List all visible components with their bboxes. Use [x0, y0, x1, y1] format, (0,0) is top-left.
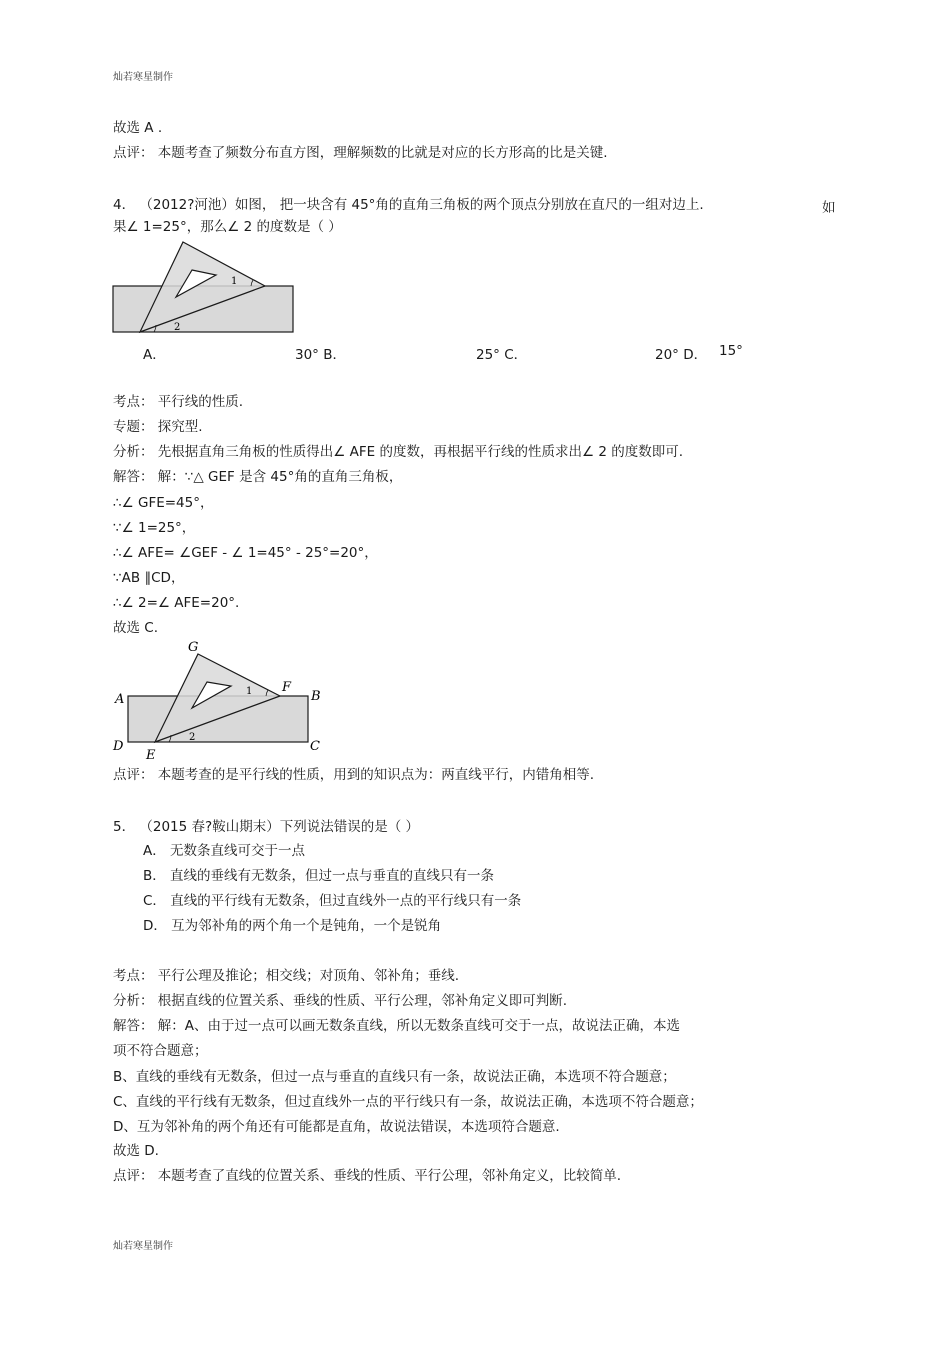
q4-step-3: ∴∠ AFE= ∠GEF - ∠ 1=45° - 25°=20°，	[113, 545, 378, 561]
q5-d-line: D、互为邻补角的两个角还有可能都是直角，故说法错误，本选项符合题意.	[113, 1119, 560, 1135]
vertex-b-label: B	[311, 689, 321, 704]
vertex-c-label: C	[310, 739, 320, 754]
q4-step-4: ∵AB ∥CD，	[113, 570, 185, 586]
vertex-f-label: F	[282, 680, 292, 695]
page-footer: 灿若寒星制作	[113, 1241, 173, 1252]
q4-stem-line2: 果∠ 1=25°，那么∠ 2 的度数是（ ）	[113, 219, 342, 235]
q3-choice: 故选 A .	[113, 120, 163, 136]
q4-option-b-value: 25° C．	[476, 347, 528, 363]
angle-2-label-labeled: 2	[189, 732, 196, 743]
q5-jieda-line1: 解答： 解：A、由于过一点可以画无数条直线，所以无数条直线可交于一点，故说法正确，本选	[113, 1018, 681, 1034]
q4-jieda: 解答： 解：∵△ GEF 是含 45°角的直角三角板，	[113, 469, 403, 485]
q4-option-d-value: 15°	[719, 343, 743, 359]
q4-choice: 故选 C.	[113, 620, 159, 636]
angle-2-label: 2	[174, 322, 181, 333]
q4-option-a: A．	[143, 347, 166, 363]
q4-figure-ruler	[110, 240, 300, 336]
q4-option-a-value: 30° B．	[295, 347, 346, 363]
angle-1-label: 1	[231, 276, 238, 287]
q4-option-c-value: 20° D．	[655, 347, 708, 363]
q5-option-d: D． 互为邻补角的两个角一个是钝角，一个是锐角	[143, 918, 442, 934]
vertex-e-label: E	[146, 748, 156, 763]
q4-kaodian: 考点： 平行线的性质.	[113, 394, 244, 410]
q5-c-line: C、直线的平行线有无数条，但过直线外一点的平行线只有一条，故说法正确，本选项不符合题意；	[113, 1094, 703, 1110]
q3-comment: 点评： 本题考查了频数分布直方图，理解频数的比就是对应的长方形高的比是关键.	[113, 145, 608, 161]
q5-option-b: B． 直线的垂线有无数条，但过一点与垂直的直线只有一条	[143, 868, 495, 884]
q4-comment: 点评： 本题考查的是平行线的性质，用到的知识点为：两直线平行，内错角相等.	[113, 767, 595, 783]
q5-option-c: C． 直线的平行线有无数条，但过直线外一点的平行线只有一条	[143, 893, 522, 909]
page-header: 灿若寒星制作	[113, 72, 173, 83]
q4-fenxi: 分析： 先根据直角三角板的性质得出∠ AFE 的度数，再根据平行线的性质求出∠ 2 的度数即可.	[113, 444, 684, 460]
q5-option-a: A． 无数条直线可交于一点	[143, 843, 306, 859]
vertex-a-label: A	[115, 692, 125, 707]
q4-step-1: ∴∠ GFE=45°，	[113, 495, 214, 511]
q5-comment: 点评： 本题考查了直线的位置关系、垂线的性质、平行公理，邻补角定义，比较简单.	[113, 1168, 622, 1184]
q5-b-line: B、直线的垂线有无数条，但过一点与垂直的直线只有一条，故说法正确，本选项不符合题意；	[113, 1069, 676, 1085]
q5-stem: 5． （2015 春?鞍山期末）下列说法错误的是（ ）	[113, 819, 419, 835]
q4-stem-right: 如	[822, 200, 836, 216]
q4-figure-labeled	[110, 638, 330, 766]
q4-stem-line1: 4． （2012?河池）如图， 把一块含有 45°角的直角三角板的两个顶点分别放在直尺的一组对边上.	[113, 197, 704, 213]
angle-1-label-labeled: 1	[246, 686, 253, 697]
q5-kaodian: 考点： 平行公理及推论；相交线；对顶角、邻补角；垂线.	[113, 968, 460, 984]
q4-step-5: ∴∠ 2=∠ AFE=20°.	[113, 595, 240, 611]
q4-zhuanti: 专题： 探究型.	[113, 419, 203, 435]
vertex-d-label: D	[113, 739, 124, 754]
q5-jieda-line2: 项不符合题意；	[113, 1043, 208, 1059]
vertex-g-label: G	[188, 640, 199, 655]
q4-step-2: ∵∠ 1=25°，	[113, 520, 196, 536]
q5-fenxi: 分析： 根据直线的位置关系、垂线的性质、平行公理，邻补角定义即可判断.	[113, 993, 568, 1009]
q5-choice: 故选 D.	[113, 1143, 159, 1159]
